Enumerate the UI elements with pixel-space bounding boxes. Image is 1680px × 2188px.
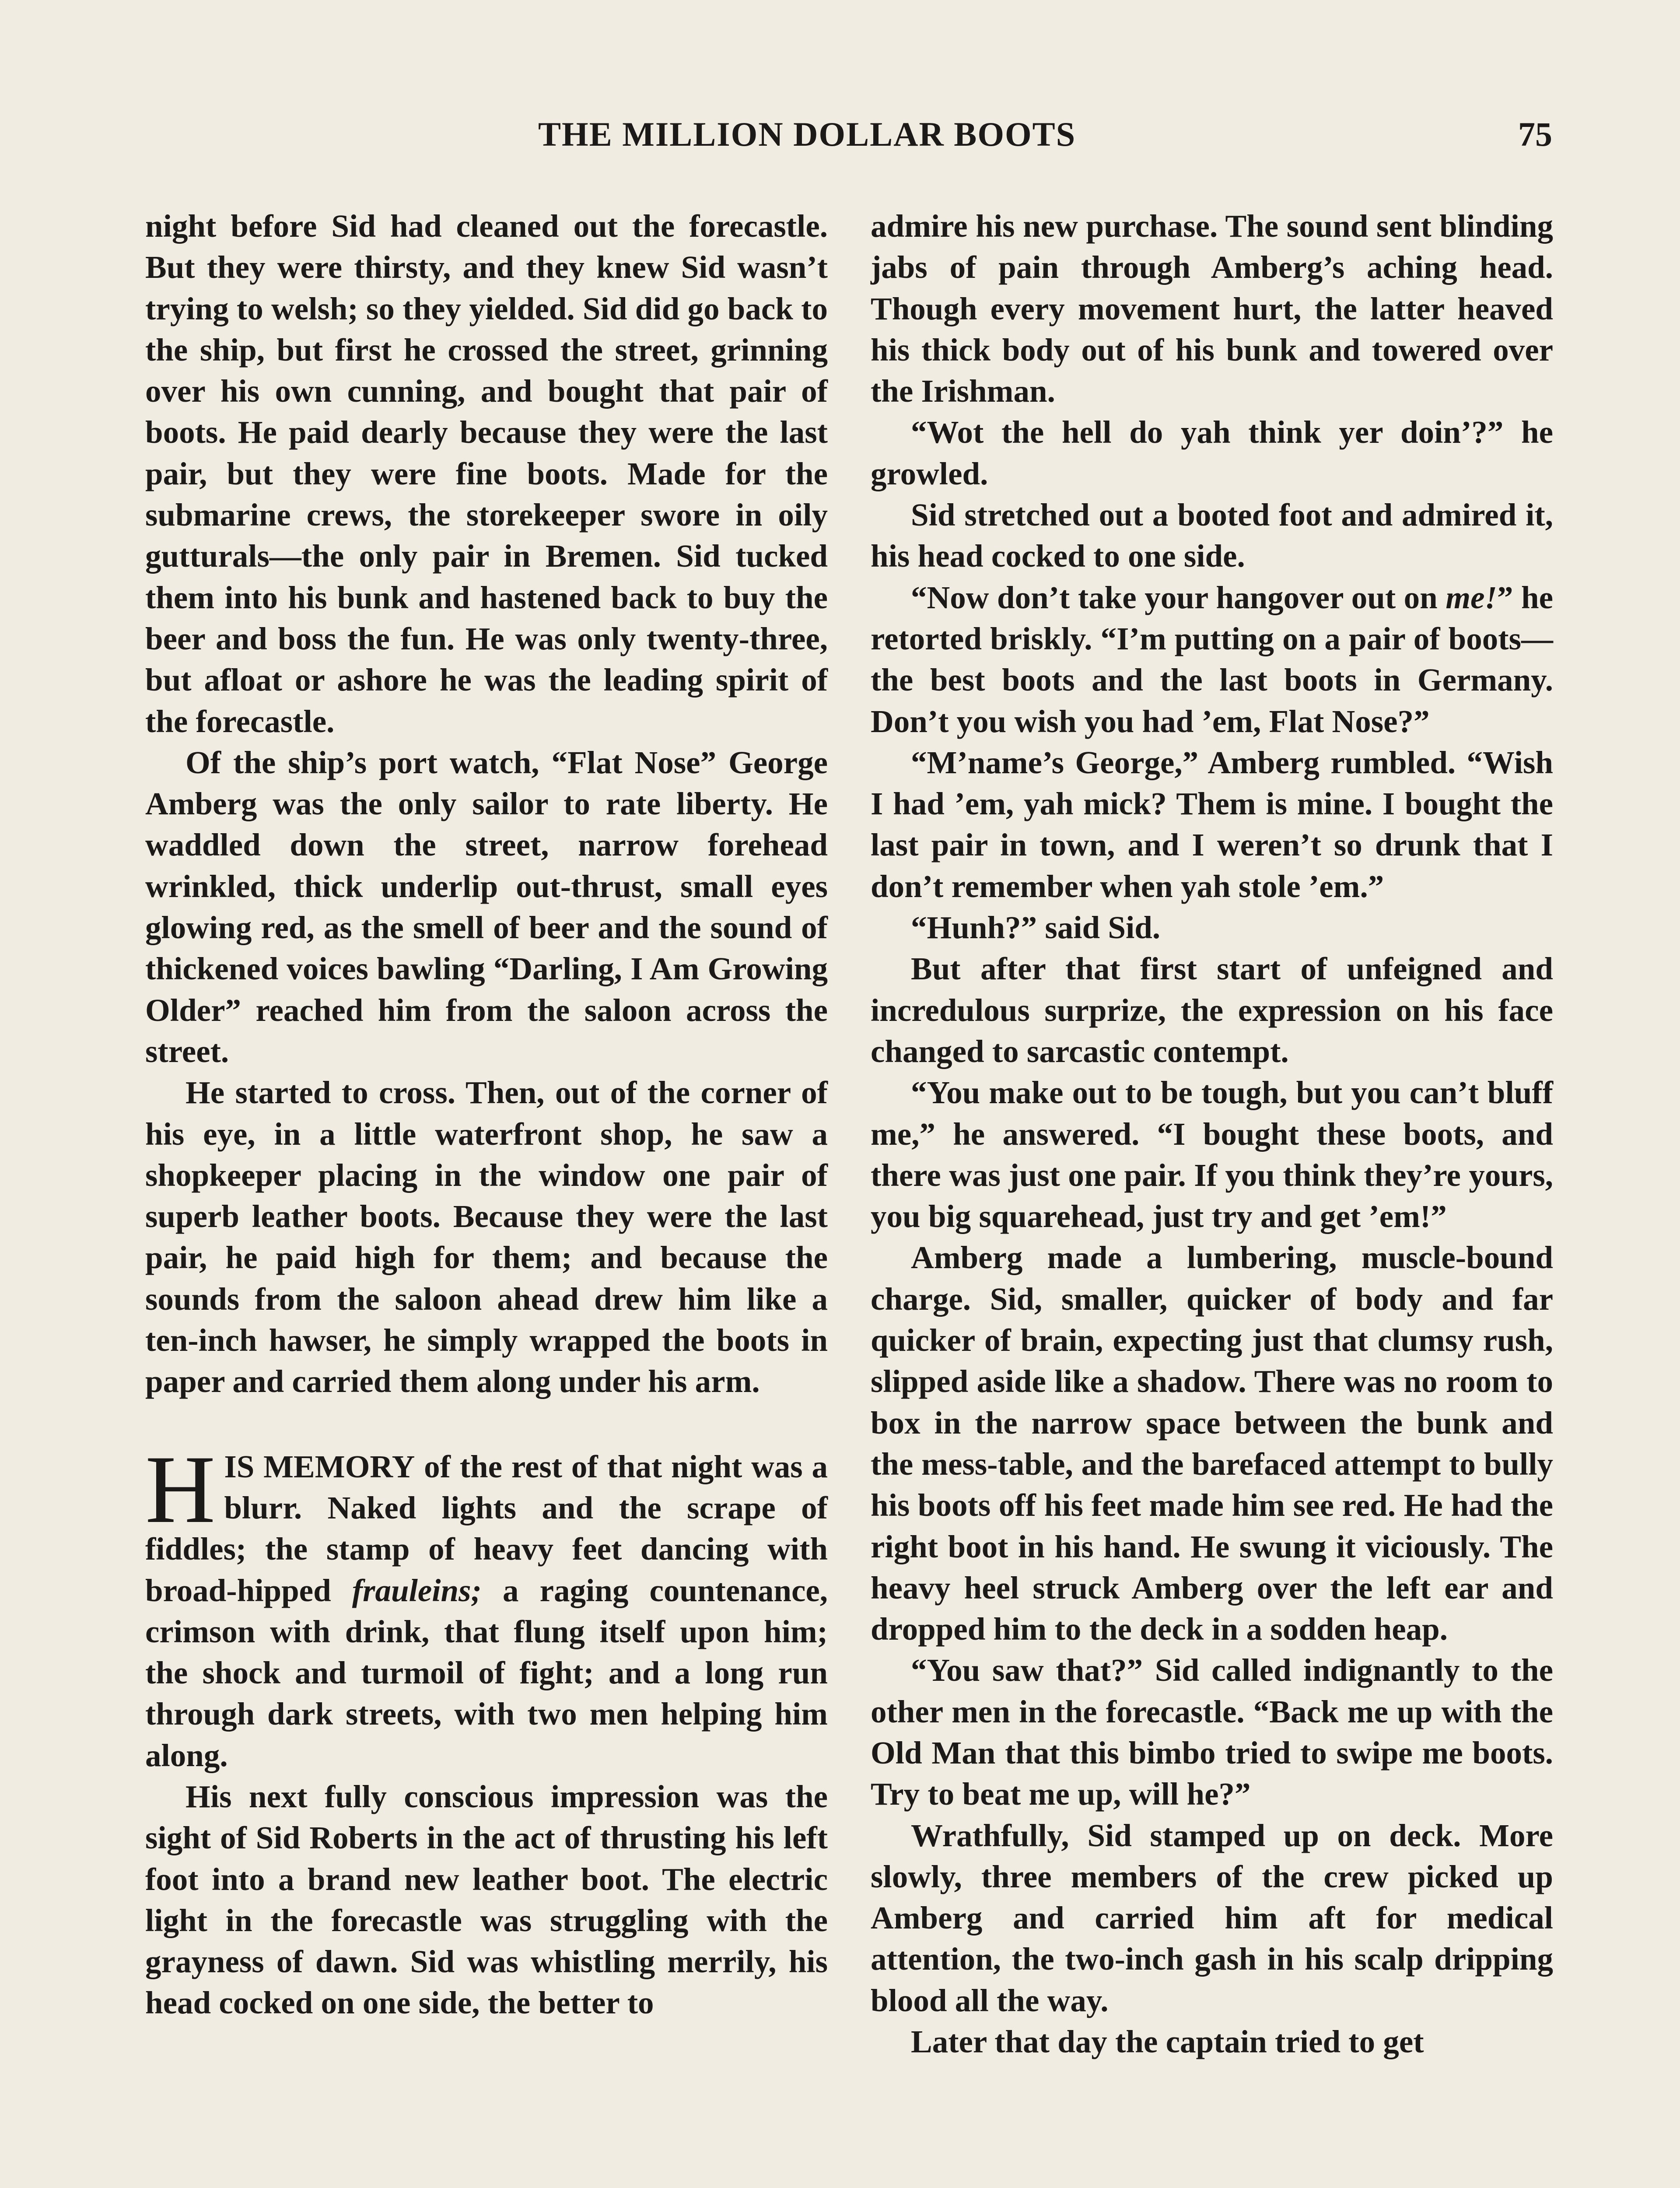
- paragraph: night before Sid had cleaned out the forecastle. But they were thirsty, and they knew Sid wasn’t trying to welsh; so they yielded. Sid did go back to the ship, but first he crossed the street, grinning over his own cunning, and bought that pair of boots. He paid dearly because they were the last pair, but they were fine boots. Made for the submarine crews, the storekeeper swore in oily gutturals—the only pair in Bremen. Sid tucked them into his bunk and hastened back to buy the beer and boss the fun. He was only twenty-three, but afloat or ashore he was the leading spirit of the forecastle.: [145, 208, 828, 739]
- paragraph-text: ” he retorted briskly. “I’m putting on a pair of boots—the best boots and the last boots in Germany. Don’t you wish you had ’em, Flat Nose?”: [871, 579, 1553, 739]
- paragraph-text: a raging countenance, crimson with drink, that flung itself upon him; the shock and turmoil of fight; and a long run through dark streets, with two men helping him along.: [145, 1572, 828, 1773]
- paragraph: He started to cross. Then, out of the corner of his eye, in a little waterfront shop, he saw a shopkeeper placing in the window one pair of superb leather boots. Because they were the last pair, he paid high for them; and because the sounds from the saloon ahead drew him like a ten-inch hawser, he simply wrapped the boots in paper and carried them along under his arm.: [145, 1075, 828, 1399]
- paragraph: But after that first start of unfeigned and incredulous surprize, the expression on his face changed to sarcastic contempt.: [871, 951, 1553, 1069]
- left-column: [145, 206, 828, 2024]
- right-column: [871, 206, 1553, 2062]
- running-title: THE MILLION DOLLAR BOOTS: [538, 115, 1076, 153]
- italic-word: frauleins;: [352, 1572, 482, 1608]
- paragraph: “M’name’s George,” Amberg rumbled. “Wish I had ’em, yah mick? Them is mine. I bought the last pair in town, and I weren’t so drunk that I don’t remember when yah stole ’em.”: [871, 744, 1553, 904]
- paragraph: [871, 577, 1553, 742]
- paragraph: admire his new purchase. The sound sent blinding jabs of pain through Amberg’s aching head. Though every movement hurt, the latter heaved his thick body out of his bunk and towered over the Irishman.: [871, 208, 1553, 409]
- paragraph: Of the ship’s port watch, “Flat Nose” George Amberg was the only sailor to rate liberty. He waddled down the street, narrow forehead wrinkled, thick underlip out-thrust, small eyes glowing red, as the smell of beer and the sound of thickened voices bawling “Darling, I Am Growing Older” reached him from the saloon across the street.: [145, 744, 828, 1069]
- italic-word: me!: [1446, 579, 1497, 615]
- lead-in: IS MEMORY: [224, 1448, 415, 1484]
- paragraph: “You saw that?” Sid called indignantly to the other men in the forecastle. “Back me up with the Old Man that this bimbo tried to swipe me boots. Try to beat me up, will he?”: [871, 1652, 1553, 1812]
- paragraph-text: “Now don’t take your hangover out on: [911, 579, 1446, 615]
- paragraph: “Wot the hell do yah think yer doin’?” he growled.: [871, 414, 1553, 491]
- paragraph: “Hunh?” said Sid.: [911, 910, 1161, 946]
- paragraph: Later that day the captain tried to get: [911, 2024, 1424, 2060]
- paragraph: Wrathfully, Sid stamped up on deck. More slowly, three members of the crew picked up Amberg and carried him aft for medical attention, the two-inch gash in his scalp dripping blood all the way.: [871, 1817, 1553, 2018]
- paragraph: His next fully conscious impression was the sight of Sid Roberts in the act of thrusting his left foot into a brand new leather boot. The electric light in the forecastle was struggling with the grayness of dawn. Sid was whistling merrily, his head cocked on one side, the better to: [145, 1778, 828, 2021]
- paragraph: Sid stretched out a booted foot and admired it, his head cocked to one side.: [871, 497, 1553, 574]
- drop-cap: H: [145, 1435, 216, 1543]
- paragraph: Amberg made a lumbering, muscle-bound charge. Sid, smaller, quicker of body and far quicker of brain, expecting just that clumsy rush, slipped aside like a shadow. There was no room to box in the narrow space between the bunk and the mess-table, and the barefaced attempt to bully his boots off his feet made him see red. He had the right boot in his hand. He swung it viciously. The heavy heel struck Amberg over the left ear and dropped him to the deck in a sodden heap.: [871, 1240, 1553, 1647]
- section-opening-paragraph: [145, 1435, 828, 1776]
- page-number: 75: [1518, 115, 1552, 153]
- paragraph-text: of the rest of that night was a blurr. Naked lights and the scrape of fiddles; the stamp of heavy feet dancing with broad-hipped: [145, 1448, 828, 1608]
- paragraph: “You make out to be tough, but you can’t bluff me,” he answered. “I bought these boots, and there was just one pair. If you think they’re yours, you big squarehead, just try and get ’em!”: [871, 1075, 1553, 1234]
